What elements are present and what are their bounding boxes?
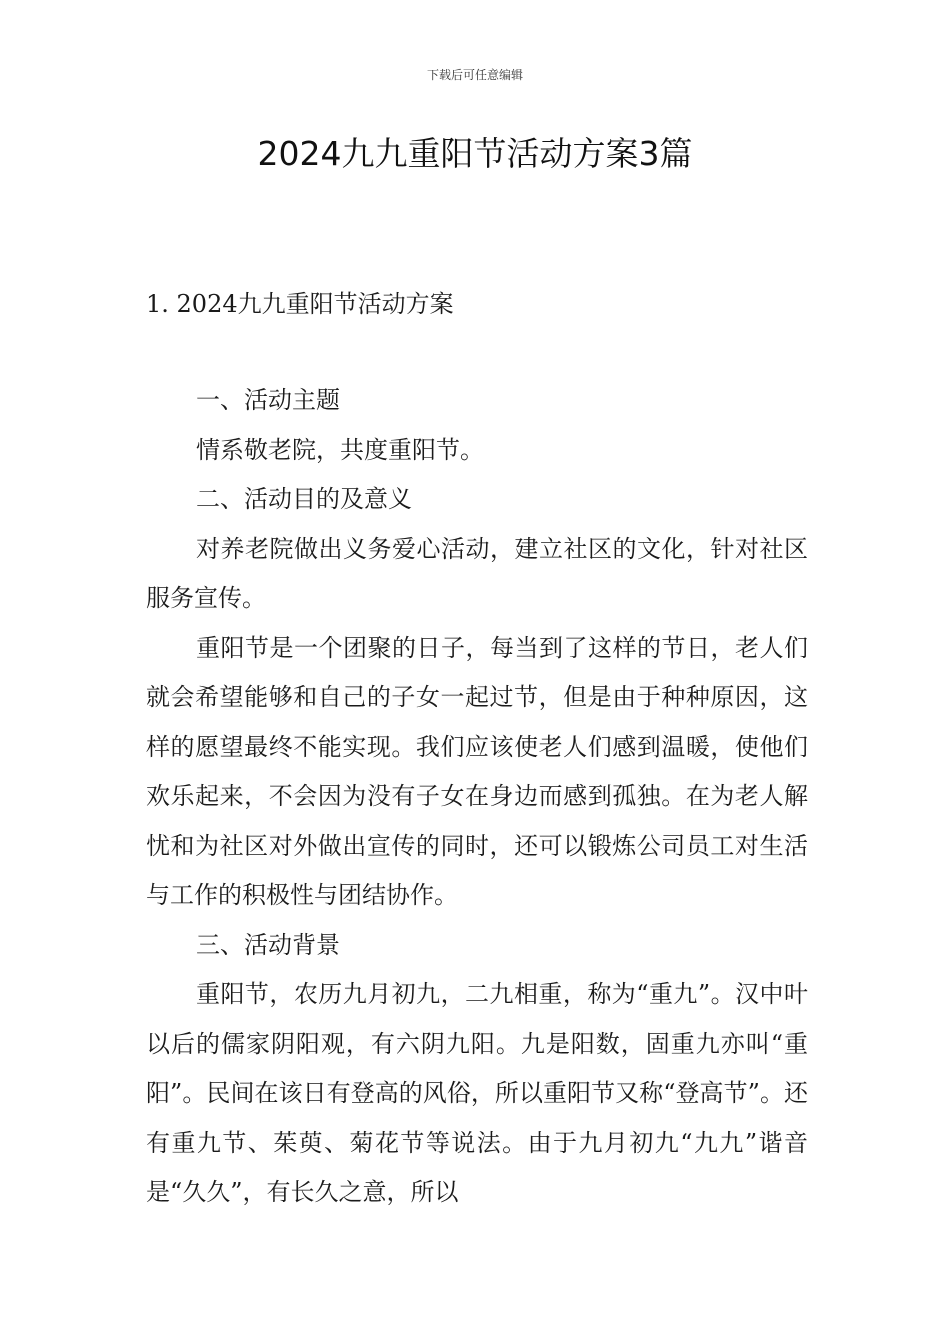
paragraph-significance: 重阳节是一个团聚的日子，每当到了这样的节日，老人们就会希望能够和自己的子女一起过节，但是由于种种原因，这样的愿望最终不能实现。我们应该使老人们感到温暖，使他们欢乐起来，不会因为没有子女在身边而感到孤独。在为老人解忧和为社区对外做出宣传的同时，还可以锻炼公司员工对生活与工作的积极性与团结协作。 (146, 633, 808, 909)
subheading-purpose: 二、活动目的及意义 (196, 485, 412, 513)
paragraph-theme: 情系敬老院，共度重阳节。 (196, 435, 484, 464)
subheading-activity-theme: 一、活动主题 (196, 386, 340, 414)
header-note: 下载后可任意编辑 (426, 68, 523, 82)
document-title: 2024九九重阳节活动方案3篇 (257, 134, 693, 173)
paragraph-background: 重阳节，农历九月初九，二九相重，称为“重九”。汉中叶以后的儒家阴阳观，有六阴九阳。九是阳数，固重九亦叫“重阳”。民间在该日有登高的风俗，所以重阳节又称“登高节”。还有重九节、茱萸、菊花节等说法。由于九月初九“九九”谐音是“久久”，有长久之意，所以 (146, 980, 808, 1206)
document-body (146, 376, 808, 1218)
section-heading: 1. 2024九九重阳节活动方案 (146, 290, 454, 318)
subheading-background: 三、活动背景 (196, 930, 340, 959)
paragraph-purpose: 对养老院做出义务爱心活动，建立社区的文化，针对社区服务宣传。 (146, 534, 808, 612)
